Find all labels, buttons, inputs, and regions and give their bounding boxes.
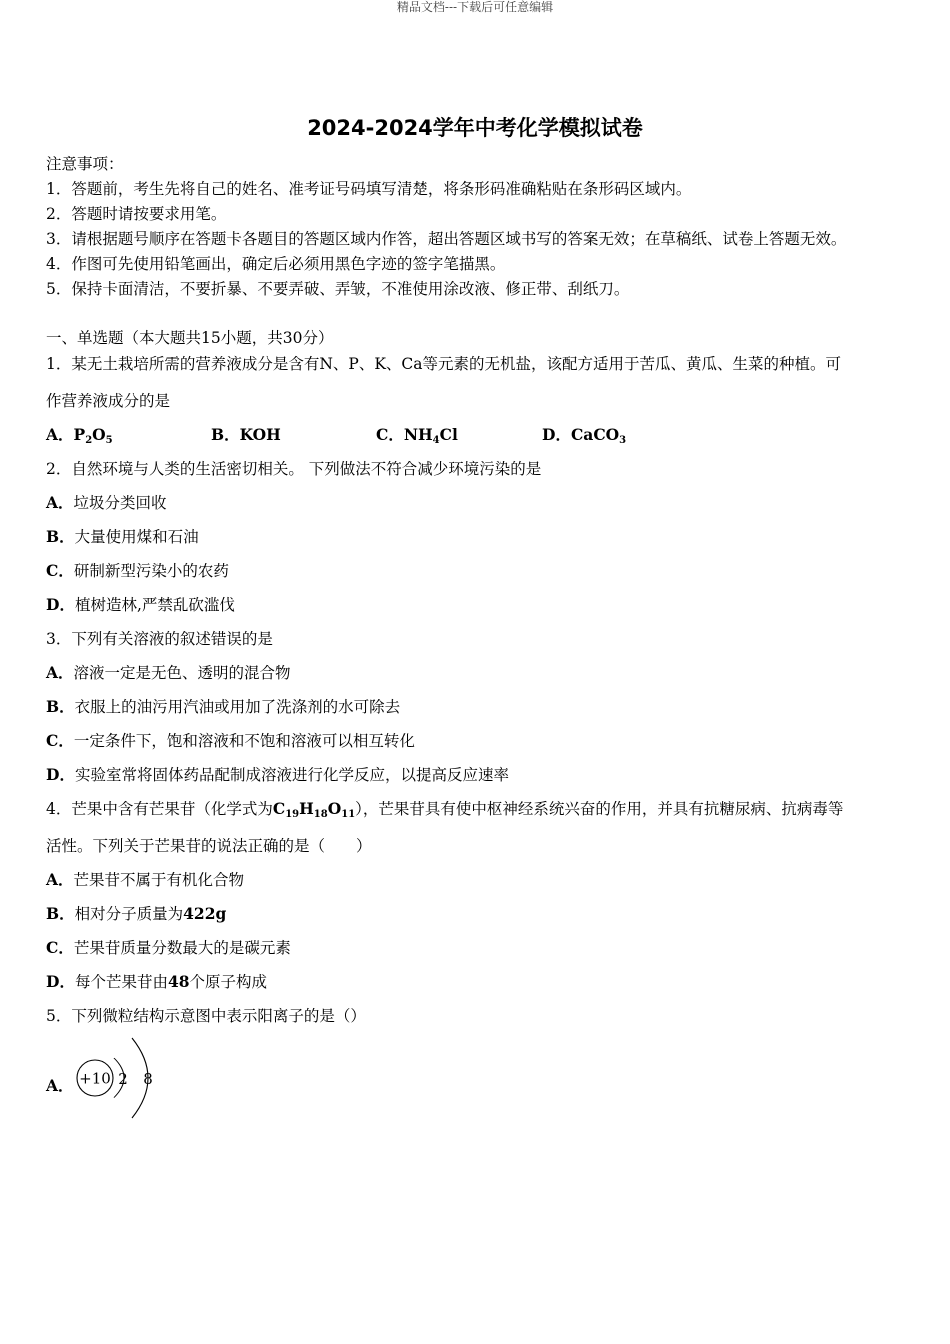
q2-option-a: A．垃圾分类回收 [46, 493, 167, 512]
notice-item-3: 3．请根据题号顺序在答题卡各题目的答题区域内作答，超出答题区域书写的答案无效；在草稿纸、试卷上答题无效。 [46, 230, 847, 248]
q4-option-d: D．每个芒果苷由48个原子构成 [46, 972, 268, 991]
q4-stem-line1: 4．芒果中含有芒果苷（化学式为$C_{19}H_{18}O_{11}$），芒果苷具有使中枢神经系统兴奋的作用，并具有抗糖尿病、抗病毒等 [46, 799, 844, 820]
q3-option-b: B．衣服上的油污用汽油或用加了洗涤剂的水可除去 [46, 697, 401, 716]
q1-option-b: B．KOH [211, 425, 281, 444]
q5-stem: 5．下列微粒结构示意图中表示阳离子的是（） [46, 1007, 366, 1025]
q1-option-d: D．CaCO$_3$ [542, 425, 627, 446]
q2-option-c: C．研制新型污染小的农药 [46, 561, 229, 580]
option-label: D． [542, 425, 571, 444]
notice-item-5: 5．保持卡面清洁，不要折暴、不要弄破、弄皱，不准使用涂改液、修正带、刮纸刀。 [46, 280, 630, 298]
shell-2-electrons: 8 [143, 1070, 153, 1088]
notice-heading: 注意事项： [46, 155, 124, 173]
q3-option-d: D．实验室常将固体药品配制成溶液进行化学反应，以提高反应速率 [46, 765, 509, 784]
q2-option-d: D．植树造林,严禁乱砍滥伐 [46, 595, 235, 614]
q4-option-b: B．相对分子质量为422g [46, 904, 227, 923]
option-label: A． [46, 425, 74, 444]
q3-option-c: C．一定条件下，饱和溶液和不饱和溶液可以相互转化 [46, 731, 415, 750]
q4-stem-line2: 活性。下列关于芒果苷的说法正确的是（ ） [46, 837, 372, 855]
q3-option-a: A．溶液一定是无色、透明的混合物 [46, 663, 291, 682]
q1-stem-line1: 1．某无土栽培所需的营养液成分是含有N、P、K、Ca等元素的无机盐，该配方适用于苦瓜、黄瓜、生菜的种植。可 [46, 355, 842, 373]
q2-stem: 2．自然环境与人类的生活密切相关。 下列做法不符合减少环境污染的是 [46, 460, 542, 478]
notice-item-1: 1．答题前，考生先将自己的姓名、准考证号码填写清楚，将条形码准确粘贴在条形码区域内。 [46, 180, 692, 198]
q1-option-c: C．$NH_4Cl$ [376, 425, 458, 446]
section-heading: 一、单选题（本大题共15小题，共30分） [46, 329, 334, 347]
q3-stem: 3．下列有关溶液的叙述错误的是 [46, 630, 273, 648]
page-title: 2024-2024学年中考化学模拟试卷 [307, 116, 643, 140]
header-note: 精品文档---下载后可任意编辑 [396, 0, 554, 14]
atom-structure-diagram [74, 1036, 164, 1120]
q1-option-a: A．$P_2O_5$ [46, 425, 113, 446]
q2-option-b: B．大量使用煤和石油 [46, 527, 199, 546]
option-label: B． [211, 425, 240, 444]
nucleus-charge: +10 [79, 1069, 111, 1088]
notice-item-2: 2．答题时请按要求用笔。 [46, 205, 227, 223]
notice-item-4: 4．作图可先使用铅笔画出，确定后必须用黑色字迹的签字笔描黑。 [46, 255, 506, 273]
q4-option-a: A．芒果苷不属于有机化合物 [46, 870, 245, 889]
shell-1-electrons: 2 [118, 1070, 128, 1088]
option-label: C． [376, 425, 404, 444]
q5-option-a-label: A． [46, 1076, 74, 1095]
q4-option-c: C．芒果苷质量分数最大的是碳元素 [46, 938, 291, 957]
q1-stem-line2: 作营养液成分的是 [46, 392, 171, 410]
